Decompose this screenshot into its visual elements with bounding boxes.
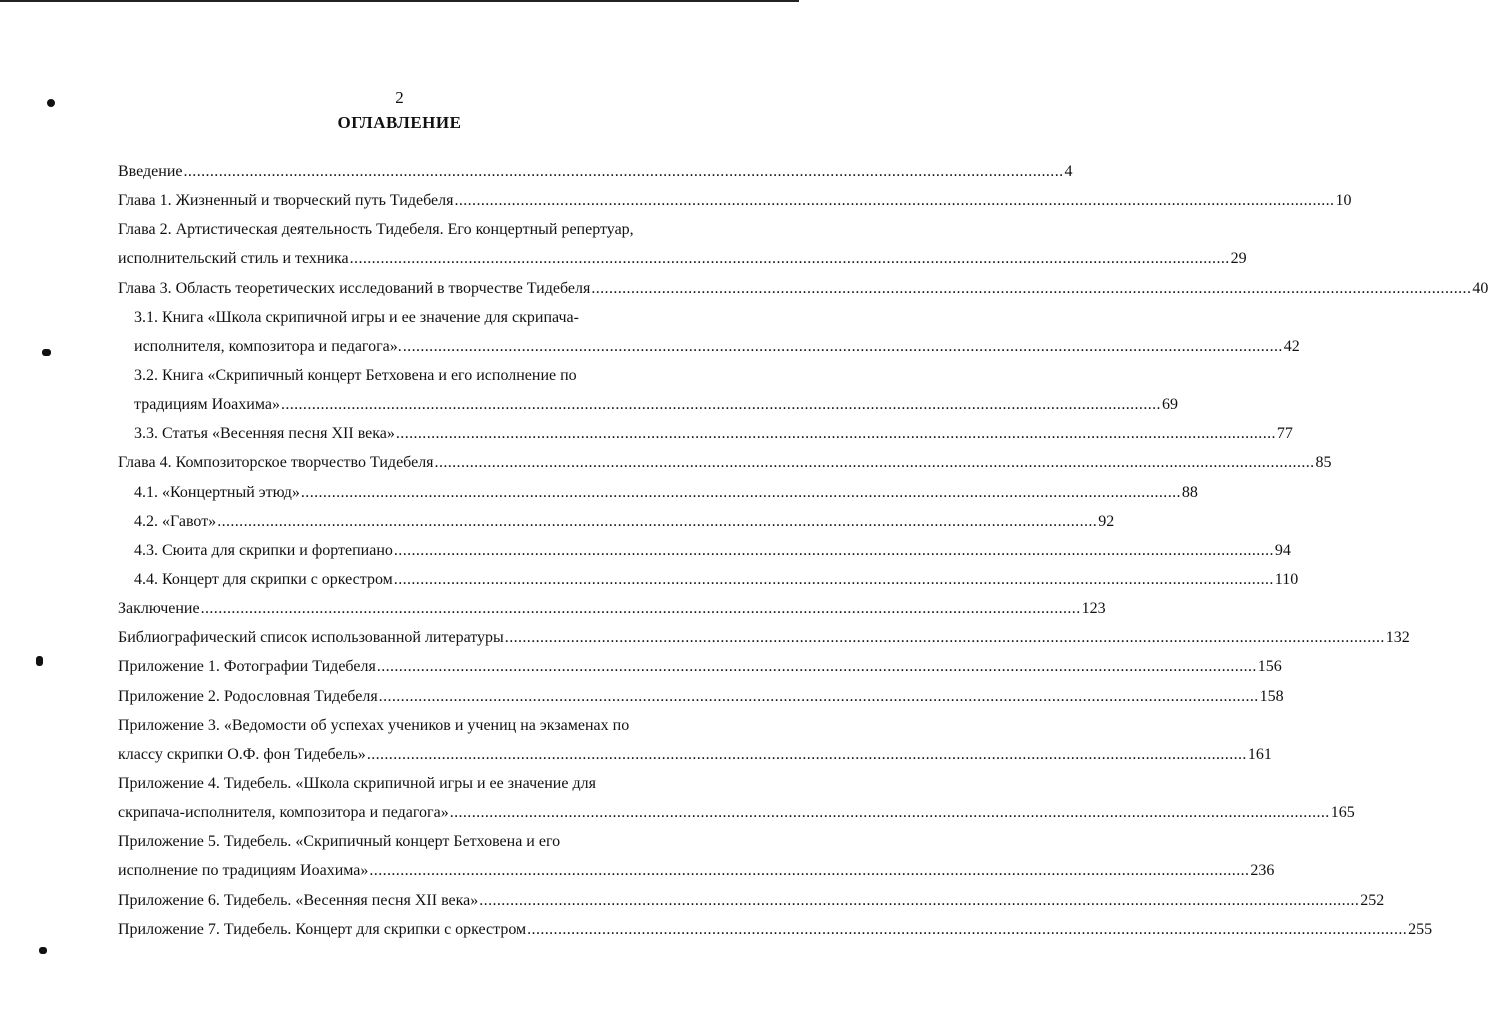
binding-hole-mark xyxy=(42,349,51,356)
toc-entry-text: Глава 4. Композиторское творчество Тидебеля xyxy=(118,454,434,472)
toc-line xyxy=(118,798,1355,827)
toc-line xyxy=(118,274,1488,303)
binding-hole-mark xyxy=(39,947,47,954)
toc-line xyxy=(118,886,1385,915)
toc-page-number: 110 xyxy=(1274,570,1299,588)
toc-entry-text: классу скрипки О.Ф. фон Тидебель» xyxy=(118,745,366,763)
dot-leader: ........................................................................................................................................................................................................ xyxy=(479,891,1360,909)
toc-page-number: 94 xyxy=(1274,541,1291,559)
toc-entry-text: 4.4. Концерт для скрипки с оркестром xyxy=(134,570,393,588)
dot-leader: ........................................................................................................................................................................................................ xyxy=(200,600,1081,618)
binding-hole-mark xyxy=(36,656,43,666)
toc-entry-text: исполнительский стиль и техника xyxy=(118,250,349,268)
toc-entry-text: традициям Иоахима» xyxy=(134,396,280,414)
dot-leader: ........................................................................................................................................................................................................ xyxy=(376,658,1257,676)
toc-line xyxy=(118,361,719,390)
toc-page-number: 92 xyxy=(1098,512,1115,530)
toc-entry-text: Заключение xyxy=(118,600,200,618)
toc-page-number: 165 xyxy=(1330,804,1355,822)
toc-line xyxy=(118,856,1275,885)
table-of-contents xyxy=(118,157,1488,944)
dot-leader: ........................................................................................................................................................................................................ xyxy=(454,192,1335,210)
toc-page-number: 85 xyxy=(1315,454,1332,472)
toc-page-number: 77 xyxy=(1276,425,1293,443)
toc-line xyxy=(118,478,1198,507)
toc-entry-text: 3.2. Книга «Скрипичный концерт Бетховена и его исполнение по xyxy=(134,366,577,384)
toc-page-number: 69 xyxy=(1161,396,1178,414)
dot-leader: ........................................................................................................................................................................................................ xyxy=(527,920,1408,938)
toc-entry-text: Приложение 2. Родословная Тидебеля xyxy=(118,687,378,705)
toc-entry-text: Приложение 7. Тидебель. Концерт для скрипки с оркестром xyxy=(118,920,527,938)
toc-page-number: 156 xyxy=(1257,658,1282,676)
toc-line xyxy=(118,215,719,244)
toc-entry-text: 4.2. «Гавот» xyxy=(134,512,217,530)
toc-entry-text: Глава 3. Область теоретических исследований в творчестве Тидебеля xyxy=(118,279,591,297)
toc-page-number: 42 xyxy=(1283,337,1300,355)
toc-line xyxy=(118,303,719,332)
toc-entry-text: Приложение 1. Фотографии Тидебеля xyxy=(118,658,376,676)
dot-leader: ........................................................................................................................................................................................................ xyxy=(591,279,1472,297)
dot-leader: ........................................................................................................................................................................................................ xyxy=(217,512,1098,530)
toc-line xyxy=(118,915,1433,944)
toc-page-number: 132 xyxy=(1385,629,1410,647)
toc-page-number: 88 xyxy=(1181,483,1198,501)
toc-page-number: 158 xyxy=(1259,687,1284,705)
toc-entry-text: 3.3. Статья «Весенняя песня XII века» xyxy=(134,425,395,443)
dot-leader: ........................................................................................................................................................................................................ xyxy=(402,337,1283,355)
toc-line xyxy=(118,332,1300,361)
toc-line xyxy=(118,740,1272,769)
toc-entry-text: Приложение 3. «Ведомости об успехах учеников и учениц на экзаменах по xyxy=(118,716,630,734)
toc-page-number: 10 xyxy=(1335,192,1352,210)
dot-leader: ........................................................................................................................................................................................................ xyxy=(378,687,1259,705)
toc-entry-text: скрипача-исполнителя, композитора и педагога» xyxy=(118,804,449,822)
toc-line xyxy=(118,390,1178,419)
dot-leader: ........................................................................................................................................................................................................ xyxy=(366,745,1247,763)
toc-entry-text: Приложение 4. Тидебель. «Школа скрипичной игры и ее значение для xyxy=(118,774,596,792)
dot-leader: ........................................................................................................................................................................................................ xyxy=(393,570,1274,588)
dot-leader: ........................................................................................................................................................................................................ xyxy=(504,629,1385,647)
scan-top-border xyxy=(0,0,799,2)
toc-line xyxy=(118,652,1282,681)
dot-leader: ........................................................................................................................................................................................................ xyxy=(183,163,1064,180)
toc-page-number: 236 xyxy=(1250,862,1275,880)
toc-line xyxy=(118,244,1247,273)
toc-line xyxy=(118,623,1410,652)
toc-entry-text: Приложение 5. Тидебель. «Скрипичный концерт Бетховена и его xyxy=(118,833,561,851)
toc-page-number: 40 xyxy=(1472,279,1488,297)
toc-entry-text: 4.3. Сюита для скрипки и фортепиано xyxy=(134,541,393,559)
dot-leader: ........................................................................................................................................................................................................ xyxy=(349,250,1230,268)
toc-line xyxy=(118,711,719,740)
dot-leader: ........................................................................................................................................................................................................ xyxy=(369,862,1250,880)
toc-line xyxy=(118,565,1299,594)
toc-line xyxy=(118,536,1291,565)
dot-leader: ........................................................................................................................................................................................................ xyxy=(395,425,1276,443)
dot-leader: ........................................................................................................................................................................................................ xyxy=(449,804,1330,822)
toc-entry-text: Глава 1. Жизненный и творческий путь Тидебеля xyxy=(118,192,454,210)
toc-entry-text: Введение xyxy=(118,163,183,180)
toc-entry-text: Библиографический список использованной литературы xyxy=(118,629,504,647)
toc-line xyxy=(118,448,1332,477)
toc-page-number: 29 xyxy=(1230,250,1247,268)
toc-line xyxy=(118,507,1115,536)
toc-entry-text: 3.1. Книга «Школа скрипичной игры и ее значение для скрипача- xyxy=(134,308,579,326)
toc-page-number: 252 xyxy=(1360,891,1385,909)
toc-page-number: 161 xyxy=(1247,745,1272,763)
toc-line xyxy=(118,594,1106,623)
toc-line xyxy=(118,419,1293,448)
toc-page-number: 255 xyxy=(1408,920,1433,938)
toc-line xyxy=(118,186,1352,215)
toc-entry-text: исполнение по традициям Иоахима» xyxy=(118,862,369,880)
toc-line xyxy=(118,827,719,856)
toc-page-number: 4 xyxy=(1064,163,1073,180)
toc-entry-text: 4.1. «Концертный этюд» xyxy=(134,483,300,501)
toc-entry-text: Глава 2. Артистическая деятельность Тидебеля. Его концертный репертуар, xyxy=(118,221,634,239)
dot-leader: ........................................................................................................................................................................................................ xyxy=(300,483,1181,501)
dot-leader: ........................................................................................................................................................................................................ xyxy=(393,541,1274,559)
toc-line xyxy=(118,769,719,798)
toc-entry-text: исполнителя, композитора и педагога». xyxy=(134,337,402,355)
dot-leader: ........................................................................................................................................................................................................ xyxy=(280,396,1161,414)
toc-title: ОГЛАВЛЕНИЕ xyxy=(337,113,462,132)
toc-page-number: 123 xyxy=(1081,600,1106,618)
toc-line xyxy=(118,157,1073,186)
toc-line xyxy=(118,682,1284,711)
dot-leader: ........................................................................................................................................................................................................ xyxy=(434,454,1315,472)
toc-entry-text: Приложение 6. Тидебель. «Весенняя песня XII века» xyxy=(118,891,479,909)
page-number: 2 xyxy=(395,88,404,107)
